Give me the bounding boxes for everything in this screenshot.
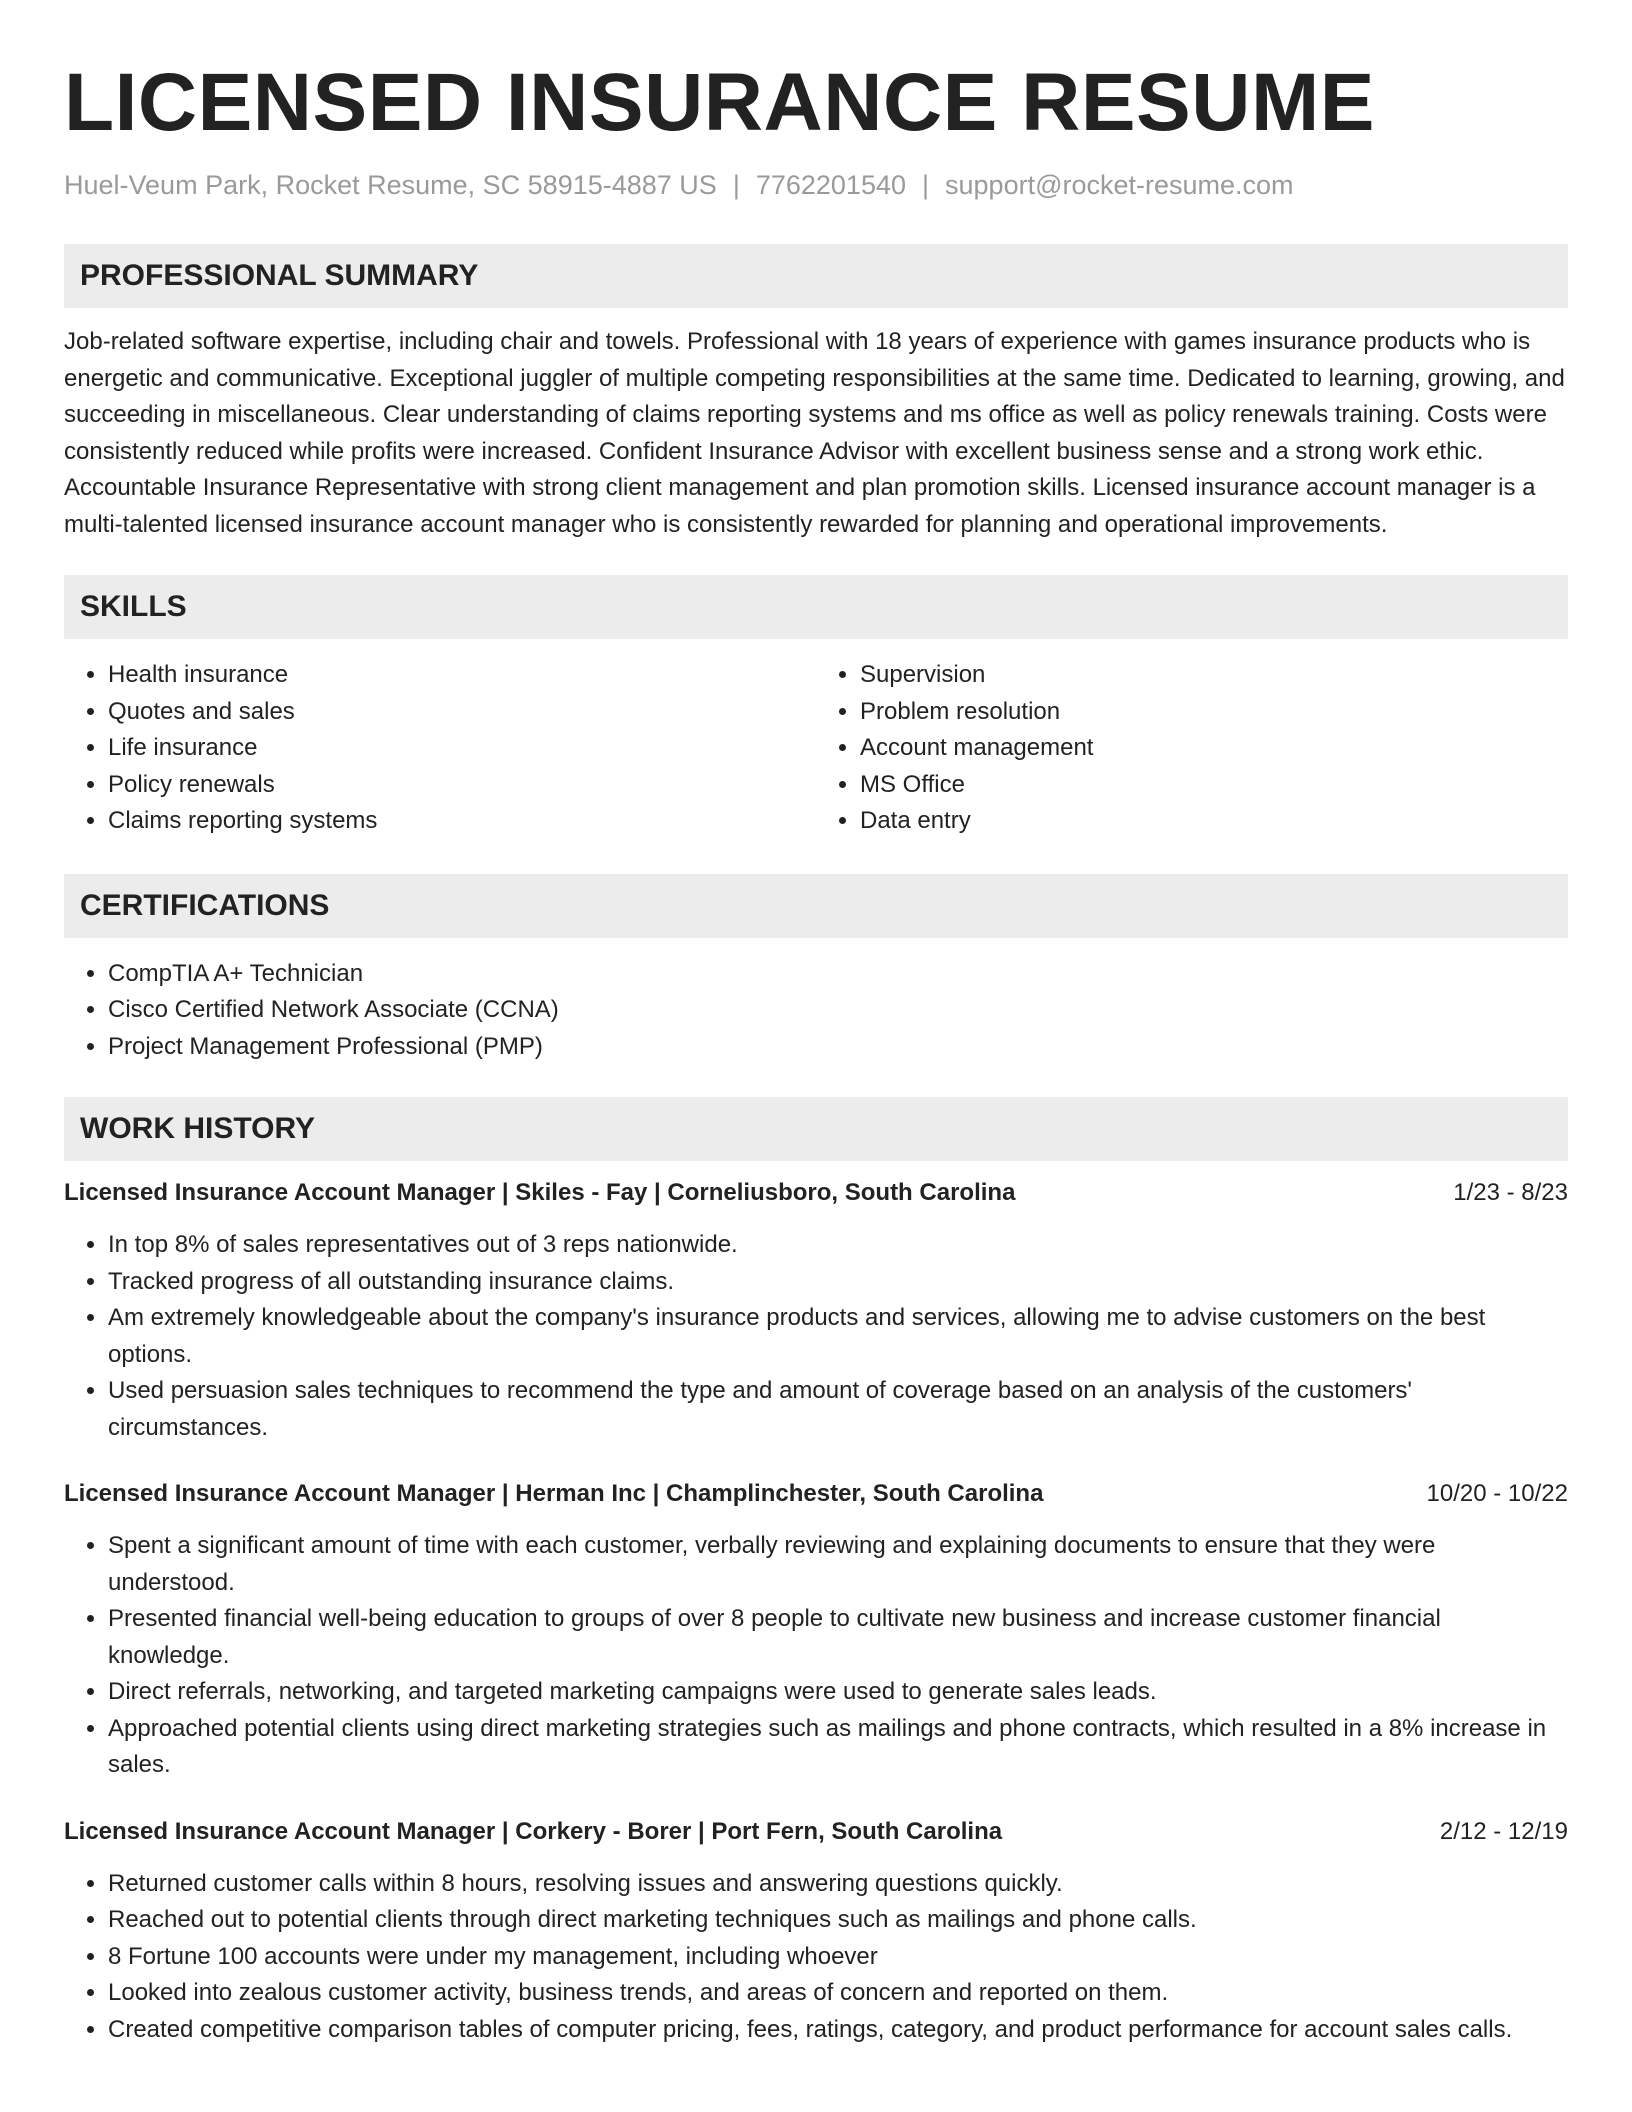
job-dates: 2/12 - 12/19 [1439,1817,1568,1845]
skills-section [64,575,1568,840]
summary-section [64,244,1568,543]
job-title: Licensed Insurance Account Manager | Herman Inc | Champlinchester, South Carolina [64,1480,1044,1507]
job-header [64,1814,1568,1850]
job-bullet: • Approached potential clients using direct marketing strategies such as mailings and phone contracts, which resulted in a 8% increase in sales. [108,1711,1568,1784]
contact-line [64,168,1568,202]
job-header [64,1175,1568,1211]
skill-item: • Health insurance [108,657,816,694]
contact-separator: | [922,170,930,200]
skills-heading: SKILLS [64,575,1568,639]
certification-item: • Cisco Certified Network Associate (CCNA) [108,992,1568,1029]
job-bullets [64,1528,1568,1784]
skill-item: • Quotes and sales [108,694,816,731]
skill-item: • MS Office [860,767,1568,804]
summary-text: Job-related software expertise, including chair and towels. Professional with 18 years of experience with games insurance products who is energetic and communicative. Exceptional juggler of multiple competing responsibilities at the same time. Dedicated to learning, growing, and succeeding in miscellaneous. Clear understanding of claims reporting systems and ms office as well as policy renewals training. Costs were consistently reduced while profits were increased. Confident Insurance Advisor with excellent business sense and a strong work ethic. Accountable Insurance Representative with strong client management and plan promotion skills. Licensed insurance account manager is a multi-talented licensed insurance account manager who is consistently rewarded for planning and operational improvements. [64,328,1565,538]
contact-email: support@rocket-resume.com [945,170,1294,200]
job-entry [64,1476,1568,1784]
job-bullets [64,1227,1568,1446]
job-bullet: • Presented financial well-being education to groups of over 8 people to cultivate new business and increase customer financial knowledge. [108,1601,1568,1674]
job-title: Licensed Insurance Account Manager | Skiles - Fay | Corneliusboro, South Carolina [64,1179,1016,1206]
resume-page [64,0,1568,2048]
job-entry [64,1814,1568,2049]
contact-separator: | [732,170,740,200]
skill-item: • Data entry [860,803,1568,840]
resume-title: LICENSED INSURANCE RESUME [64,57,1375,148]
summary-heading: PROFESSIONAL SUMMARY [64,244,1568,308]
job-bullet: • Am extremely knowledgeable about the company's insurance products and services, allowing me to advise customers on the best options. [108,1300,1568,1373]
certifications-heading: CERTIFICATIONS [64,874,1568,938]
job-bullet: • Reached out to potential clients through direct marketing techniques such as mailings and phone calls. [108,1902,1568,1939]
job-entry [64,1175,1568,1446]
certifications-section [64,874,1568,1066]
skills-list-left [64,657,816,840]
skill-item: • Supervision [860,657,1568,694]
job-title: Licensed Insurance Account Manager | Corkery - Borer | Port Fern, South Carolina [64,1817,1003,1845]
job-bullet: • Used persuasion sales techniques to recommend the type and amount of coverage based on an analysis of the customers' circumstances. [108,1373,1568,1446]
job-bullets [64,1866,1568,2049]
job-bullet: • Looked into zealous customer activity, business trends, and areas of concern and reported on them. [108,1975,1568,2012]
job-bullet: • 8 Fortune 100 accounts were under my management, including whoever [108,1939,1568,1976]
job-bullet: • Tracked progress of all outstanding insurance claims. [108,1264,1568,1301]
job-bullet: • In top 8% of sales representatives out of 3 reps nationwide. [108,1227,1568,1264]
certifications-list [64,956,1568,1066]
skills-list-right [816,657,1568,840]
job-bullet: • Created competitive comparison tables of computer pricing, fees, ratings, category, and product performance for account sales calls. [108,2012,1568,2049]
job-dates: 10/20 - 10/22 [1426,1480,1568,1507]
skill-item: • Life insurance [108,730,816,767]
skills-grid [64,657,1568,840]
job-bullet: • Direct referrals, networking, and targeted marketing campaigns were used to generate sales leads. [108,1674,1568,1711]
work-history-heading: WORK HISTORY [64,1097,1568,1161]
contact-address: Huel-Veum Park, Rocket Resume, SC 58915-4887 US [64,170,717,200]
skill-item: • Policy renewals [108,767,816,804]
job-bullet: • Returned customer calls within 8 hours, resolving issues and answering questions quickly. [108,1866,1568,1903]
job-bullet: • Spent a significant amount of time with each customer, verbally reviewing and explaining documents to ensure that they were understood. [108,1528,1568,1601]
work-history-section [64,1097,1568,2048]
job-header [64,1476,1568,1512]
job-dates: 1/23 - 8/23 [1453,1179,1568,1206]
skill-item: • Problem resolution [860,694,1568,731]
certification-item: • CompTIA A+ Technician [108,956,1568,993]
skill-item: • Claims reporting systems [108,803,816,840]
certification-item: • Project Management Professional (PMP) [108,1029,1568,1066]
contact-phone: 7762201540 [755,170,906,200]
skill-item: • Account management [860,730,1568,767]
